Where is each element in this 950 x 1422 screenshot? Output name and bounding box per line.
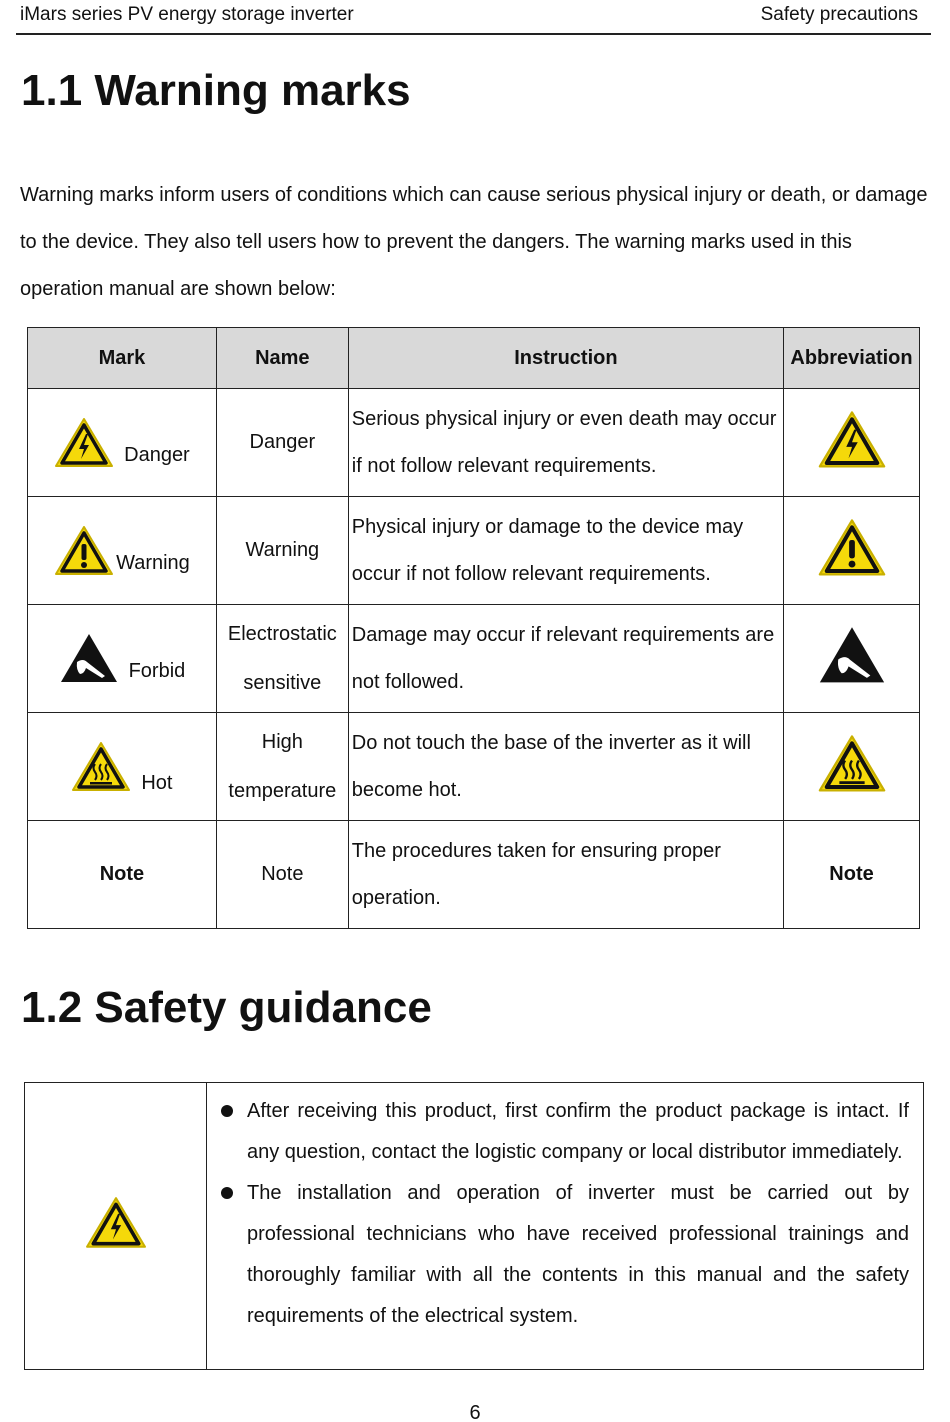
safety-guidance-table <box>24 1082 924 1370</box>
mark-label: Danger <box>124 444 190 466</box>
mark-label: Note <box>28 821 217 929</box>
danger-icon <box>85 1195 147 1251</box>
mark-abbreviation: Note <box>784 821 920 929</box>
column-header: Name <box>216 328 348 389</box>
column-header: Mark <box>28 328 217 389</box>
mark-name: Warning <box>216 497 348 605</box>
hot-surface-icon <box>71 740 131 794</box>
mark-instruction: Damage may occur if relevant requirements are not followed. <box>348 605 783 713</box>
hot-surface-icon <box>817 733 887 795</box>
mark-name: High temperature <box>216 713 348 821</box>
danger-icon <box>54 416 114 470</box>
mark-name: Electrostatic sensitive <box>216 605 348 713</box>
table-row <box>28 605 920 713</box>
mark-label: Hot <box>141 772 173 794</box>
mark-instruction: Do not touch the base of the inverter as it will become hot. <box>348 713 783 821</box>
warning-icon <box>54 524 114 578</box>
mark-label: Forbid <box>128 660 186 682</box>
mark-instruction: The procedures taken for ensuring proper operation. <box>348 821 783 929</box>
table-row <box>28 389 920 497</box>
column-header: Instruction <box>348 328 783 389</box>
table-row <box>28 821 920 929</box>
list-item: After receiving this product, first confirm the product package is intact. If any question, contact the logistic company or local distributor immediately. <box>247 1091 909 1173</box>
table-header-row <box>28 328 920 389</box>
electrostatic-icon <box>817 625 887 687</box>
mark-name: Note <box>216 821 348 929</box>
mark-name: Danger <box>216 389 348 497</box>
mark-instruction: Serious physical injury or even death may occur if not follow relevant requirements. <box>348 389 783 497</box>
danger-icon <box>817 409 887 471</box>
electrostatic-icon <box>59 632 119 686</box>
mark-instruction: Physical injury or damage to the device may occur if not follow relevant requirements. <box>348 497 783 605</box>
list-item: The installation and operation of inverter must be carried out by professional technicians who have received professional trainings and thoroughly familiar with all the contents in this manual and the safety requirements of the electrical system. <box>247 1173 909 1337</box>
guidance-list <box>207 1083 923 1337</box>
mark-label: Warning <box>116 552 190 574</box>
header-right: Safety precautions <box>760 4 918 25</box>
section-title-safety-guidance: 1.2 Safety guidance <box>21 983 432 1032</box>
page-number: 6 <box>469 1402 481 1422</box>
section-title-warning-marks: 1.1 Warning marks <box>21 66 411 115</box>
header-left: iMars series PV energy storage inverter <box>20 4 354 25</box>
table-row <box>28 497 920 605</box>
table-row <box>28 713 920 821</box>
header-rule <box>16 33 931 35</box>
column-header: Abbreviation <box>784 328 920 389</box>
warning-marks-table <box>27 327 920 929</box>
warning-icon <box>817 517 887 579</box>
intro-paragraph: Warning marks inform users of conditions which can cause serious physical injury or death, or damage to the device. They also tell users how to prevent the dangers. The warning marks used in this operation manual are shown below: <box>20 184 928 300</box>
